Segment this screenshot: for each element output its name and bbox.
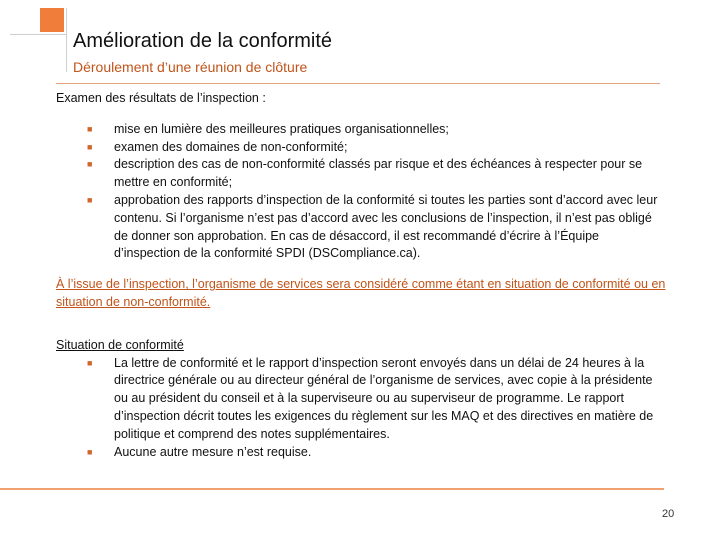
outcome-note: À l’issue de l’inspection, l’organisme de services sera considéré comme étant en situation de conformité ou en situation de non-conformité.: [56, 277, 666, 309]
square-bullet-icon: ■: [87, 357, 93, 368]
square-bullet-icon: ■: [87, 141, 93, 152]
situation-heading: Situation de conformité: [56, 337, 184, 352]
title-divider-horizontal: [10, 34, 66, 35]
list-item: ■ mise en lumière des meilleures pratiques organisationnelles;: [56, 121, 666, 139]
list-item: ■ Aucune autre mesure n’est requise.: [56, 444, 666, 462]
title-divider-vertical: [66, 8, 67, 72]
page-title: Amélioration de la conformité: [73, 30, 333, 52]
square-bullet-icon: ■: [87, 159, 93, 170]
situation-list: [56, 355, 666, 462]
accent-square: [40, 8, 64, 32]
inspection-heading: Examen des résultats de l’inspection :: [56, 91, 266, 105]
footer-rule: [0, 488, 664, 490]
square-bullet-icon: ■: [87, 446, 93, 457]
page-number: 20: [662, 508, 675, 520]
inspection-list: [56, 121, 666, 263]
list-item: ■ description des cas de non-conformité classés par risque et des échéances à respecter pour se mettre en conformité;: [87, 157, 643, 190]
square-bullet-icon: ■: [87, 194, 93, 205]
list-item: ■ approbation des rapports d’inspection de la conformité si toutes les parties sont d’accord avec leur contenu. Si l’organisme n’est pas d’accord avec les conclusions de l’inspection, il n’est pas obligé de donner son approbation. En cas de désaccord, il est recommandé d’écrire à l’Équipe d’inspection de la conformité SPDI (DSCompliance.ca).: [87, 192, 658, 261]
list-item: ■ examen des domaines de non-conformité;: [56, 139, 666, 157]
slide-content: [56, 90, 666, 461]
header-rule: [56, 83, 660, 84]
page-subtitle: Déroulement d’une réunion de clôture: [73, 59, 308, 75]
square-bullet-icon: ■: [87, 123, 93, 134]
list-item: ■ La lettre de conformité et le rapport d’inspection seront envoyés dans un délai de 24 heures à la directrice générale ou au directeur général de l’organisme de services, avec copie à la présidente ou au président du conseil et à la superviseure ou au superviseur de programme. Le rapport d’inspection décrit toutes les exigences du règlement sur les MAQ et des directives en matière de politique et comprend des notes supplémentaires.: [87, 355, 654, 441]
